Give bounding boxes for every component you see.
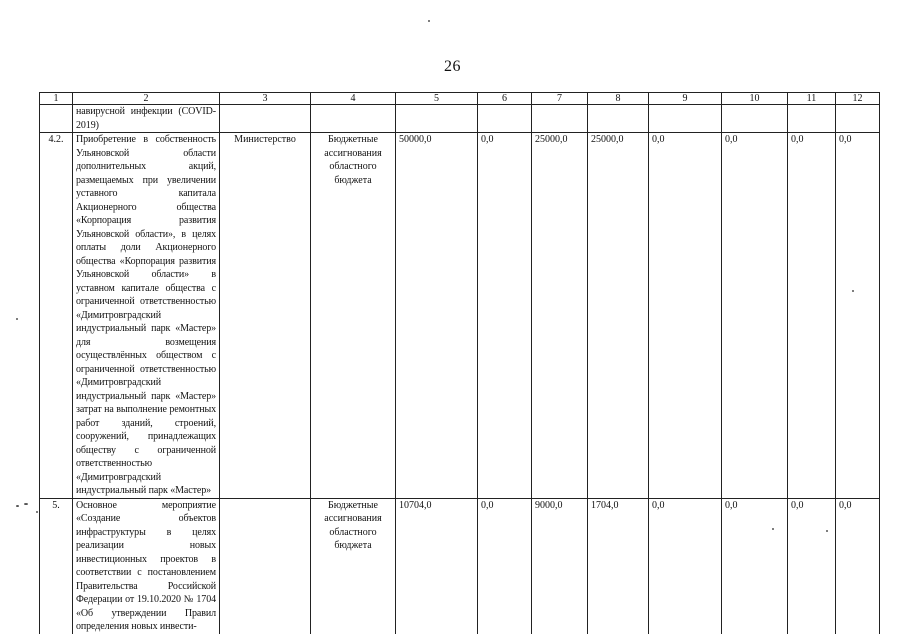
row-description: Основное мероприятие «Создание объектов инфраструктуры в целях реализации новых инвестиционных проектов в соответствии с постановлением Правительства Российской Федерации от 19.10.2020 № 1704 «Об утверждении Правил определения новых инвести-: [73, 498, 220, 634]
column-header: 7: [532, 93, 588, 105]
row-value-col8: 1704,0: [588, 498, 649, 634]
row-value: [836, 105, 880, 133]
row-executor: [220, 105, 311, 133]
row-value: [788, 105, 836, 133]
column-header: 3: [220, 93, 311, 105]
row-funding-source: Бюджетные ассигнования областного бюджета: [311, 133, 396, 499]
column-number-row: [40, 93, 880, 105]
scan-speck: [428, 20, 430, 22]
table-row-continuation: [40, 105, 880, 133]
row-value-col11: 0,0: [788, 133, 836, 499]
row-value-col11: 0,0: [788, 498, 836, 634]
column-header: 9: [649, 93, 722, 105]
row-funding-source: [311, 105, 396, 133]
scan-speck: [24, 503, 28, 505]
column-header: 8: [588, 93, 649, 105]
scan-speck: [16, 505, 19, 507]
row-value-col6: 0,0: [478, 133, 532, 499]
row-number: [40, 105, 73, 133]
column-header: 10: [722, 93, 788, 105]
row-value: [649, 105, 722, 133]
row-value: [588, 105, 649, 133]
row-value-col9: 0,0: [649, 498, 722, 634]
column-header: 2: [73, 93, 220, 105]
row-value-col8: 25000,0: [588, 133, 649, 499]
column-header: 5: [396, 93, 478, 105]
row-executor: [220, 498, 311, 634]
row-executor: Министерство: [220, 133, 311, 499]
row-value-col10: 0,0: [722, 498, 788, 634]
row-value-col7: 25000,0: [532, 133, 588, 499]
page-number: 26: [444, 58, 461, 75]
column-header: 12: [836, 93, 880, 105]
row-number: 5.: [40, 498, 73, 634]
column-header: 6: [478, 93, 532, 105]
row-value-col12: 0,0: [836, 498, 880, 634]
table-row-4-2: [40, 133, 880, 499]
row-value-total: 50000,0: [396, 133, 478, 499]
row-value-col6: 0,0: [478, 498, 532, 634]
scan-speck: [16, 318, 18, 320]
row-value-col7: 9000,0: [532, 498, 588, 634]
row-value-total: 10704,0: [396, 498, 478, 634]
row-funding-source: Бюджетные ассигнования областного бюджета: [311, 498, 396, 634]
row-value: [396, 105, 478, 133]
row-description: навирусной инфекции (COVID-2019): [73, 105, 220, 133]
row-value: [532, 105, 588, 133]
column-header: 1: [40, 93, 73, 105]
row-number: 4.2.: [40, 133, 73, 499]
row-value-col10: 0,0: [722, 133, 788, 499]
row-value-col12: 0,0: [836, 133, 880, 499]
row-description: Приобретение в собственность Ульяновской области дополнительных акций, размещаемых при увеличении уставного капитала Акционерного общества «Корпорация развития Ульяновской области», в целях оплаты доли Акционерного общества «Корпорация развития Ульяновской области» в уставном капитале общества с ограниченной ответственностью «Димитровградский индустриальный парк «Мастер» для возмещения осуществлённых обществом с ограниченной ответственностью «Димитровградский индустриальный парк «Мастер» затрат на выполнение ремонтных работ зданий, строений, сооружений, принадлежащих обществу с ограниченной ответственностью «Димитровградский индустриальный парк «Мастер»: [73, 133, 220, 499]
row-value: [478, 105, 532, 133]
table-row-5: [40, 498, 880, 634]
budget-table: [39, 92, 880, 634]
scan-speck: [36, 511, 38, 513]
row-value-col9: 0,0: [649, 133, 722, 499]
row-value: [722, 105, 788, 133]
column-header: 11: [788, 93, 836, 105]
column-header: 4: [311, 93, 396, 105]
